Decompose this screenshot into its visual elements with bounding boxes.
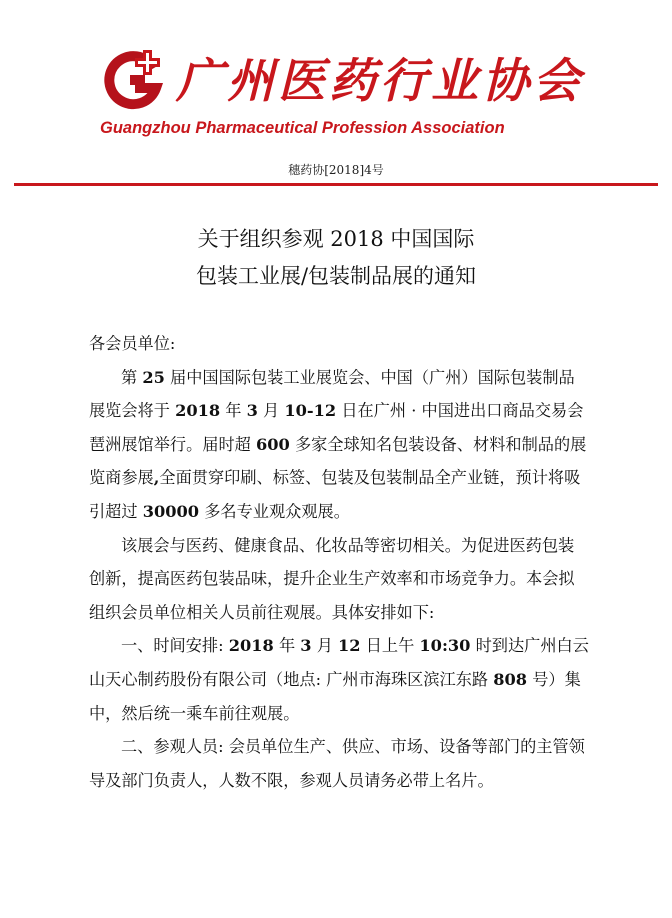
salutation: 各会员单位: <box>89 334 176 353</box>
red-divider <box>14 183 658 186</box>
organization-name: 广州医药行业协会 <box>176 54 584 109</box>
letterhead <box>0 0 672 195</box>
text-run: 多名专业观众观展。 <box>199 501 350 521</box>
text-run: 日上午 <box>360 636 420 656</box>
bold-number: 10-12 <box>284 401 337 421</box>
text-run: 年 <box>220 401 247 421</box>
document-title <box>0 221 672 295</box>
paragraph-time-arrangement <box>89 629 589 730</box>
bold-number: 3 <box>300 636 312 656</box>
text-run: 日在广州 · 中国进出口商品交易会琶洲展馆举行。届时超 <box>89 401 584 454</box>
text-run: 月 <box>257 401 285 421</box>
bold-number: 25 <box>142 367 165 387</box>
text-run: 月 <box>311 636 339 656</box>
bold-number: 10:30 <box>419 636 471 656</box>
bold-number: 600 <box>256 434 290 454</box>
organization-name-english: Guangzhou Pharmaceutical Profession Association <box>100 119 505 137</box>
association-logo-icon <box>102 44 172 112</box>
bold-number: 3 <box>246 401 258 421</box>
bold-number: 808 <box>493 669 528 689</box>
text-run: 第 <box>121 367 143 387</box>
text-run: 时到达广州白云山天心制药股份有限公司（地点: 广州市海珠区滨江东路 <box>89 636 589 689</box>
bold-number: 30000 <box>142 501 200 521</box>
bold-punctuation: , <box>153 468 160 488</box>
bold-number: 2018 <box>228 636 274 656</box>
paragraph-exhibition-intro <box>89 361 589 529</box>
text-run: 号）集中，然后统一乘车前往观展。 <box>89 669 581 723</box>
paragraph-purpose: 该展会与医药、健康食品、化妆品等密切相关。为促进医药包装创新，提高医药包装品味，提升企业生产效率和市场竞争力。本会拟组织会员单位相关人员前往观展。具体安排如下: <box>89 535 575 622</box>
text-run: 年 <box>273 636 301 656</box>
title-line-1: 关于组织参观 2018 中国国际 <box>197 227 475 251</box>
title-line-2: 包装工业展/包装制品展的通知 <box>195 264 477 288</box>
paragraph-participants: 二、参观人员: 会员单位生产、供应、市场、设备等部门的主管领导及部门负责人，人数不限，参观人员请务必带上名片。 <box>89 737 585 790</box>
text-run: 届中国国际包装工业展览会、中国（广州）国际包装制品展览会将于 <box>89 367 575 421</box>
document-number: 穗药协[2018]4号 <box>288 163 384 177</box>
text-run: 全面贯穿印刷、标签、包装及包装制品全产业链，预计将吸引超过 <box>89 468 581 521</box>
document-body <box>89 327 589 797</box>
bold-number: 2018 <box>175 401 221 421</box>
text-run: 多家全球知名包装设备、材料和制品的展览商参展 <box>89 434 587 488</box>
text-run: 一、时间安排: <box>121 636 229 656</box>
bold-number: 12 <box>338 636 361 656</box>
